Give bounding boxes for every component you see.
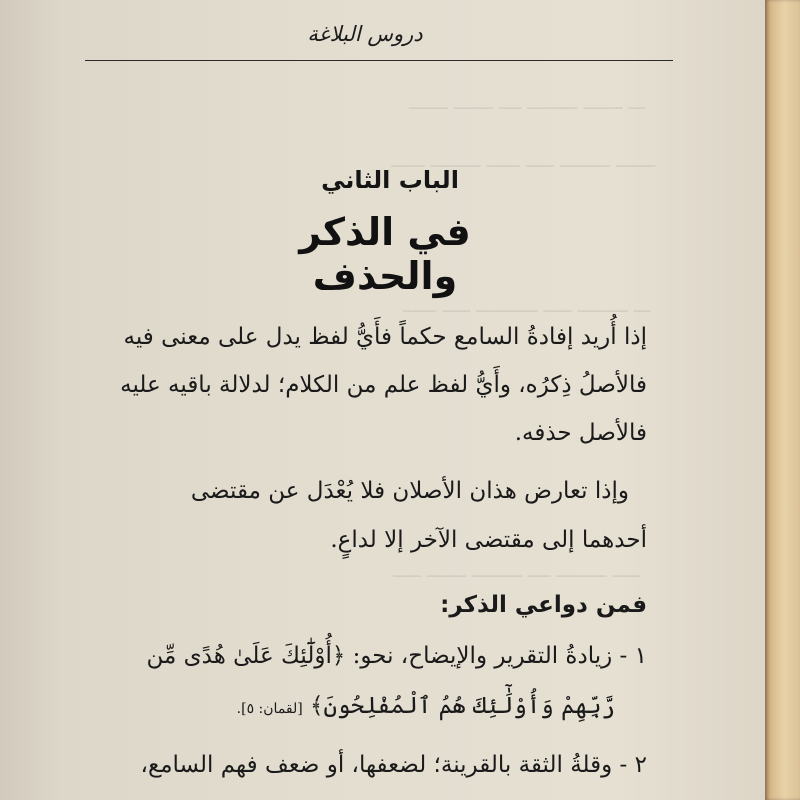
paragraph-line: فالأصل حذفه.	[514, 420, 647, 446]
chapter-title: في الذكر والحذف	[299, 210, 471, 298]
show-through-text: ــــــ ـــــــــ ــــــ ـــــ ـــــــــ ـــــــ	[391, 150, 655, 172]
citation-reference: [لقمان: ٥].	[236, 701, 303, 717]
show-through-text: ـــــ ـــــــ ـــــــــ ــــ ـــــــــ ـــــ	[392, 560, 640, 582]
show-through-text: ـــــــ ـــــــ ــــ ـــــــــ ـــــــ ـــ	[408, 92, 645, 114]
quran-verse: رَّبِّهِمْ وَأُوْلَٰٓئِكَ هُمُ ٱلْمُفْلِحُونَ﴾	[310, 693, 615, 719]
running-head-title: دروس البلاغة	[307, 22, 423, 46]
paragraph-line: أحدهما إلى مقتضى الآخر إلا لداعٍ.	[330, 527, 647, 553]
book-page-edge	[765, 0, 800, 800]
paragraph-line: فالأصلُ ذِكرُه، وأَيُّ لفظ علم من الكلام؛ لدلالة باقيه عليه	[120, 372, 647, 398]
list-item-line: ١ - زيادةُ التقرير والإيضاح، نحو: ﴿أُوْلَٰٓئِكَ عَلَىٰ هُدًى مِّن	[146, 643, 647, 669]
header-rule	[85, 60, 673, 61]
paragraph-line: وإذا تعارض هذان الأصلان فلا يُعْدَل عن مقتضى	[190, 478, 629, 504]
paragraph-line: إذا أُريد إفادةُ السامع حكماً فأَيُّ لفظ يدل على معنى فيه	[123, 324, 647, 350]
list-item-line	[237, 693, 615, 719]
list-item-line: ٢ - وقلةُ الثقة بالقرينة؛ لضعفها، أو ضعف فهم السامع،	[140, 752, 647, 778]
chapter-label: الباب الثاني	[321, 166, 459, 194]
section-heading: فمن دواعي الذكر:	[440, 592, 647, 618]
show-through-text: ــــــ ـــــ ـــــــــــ ـــــ ـــــــــ ـــ	[402, 295, 650, 317]
